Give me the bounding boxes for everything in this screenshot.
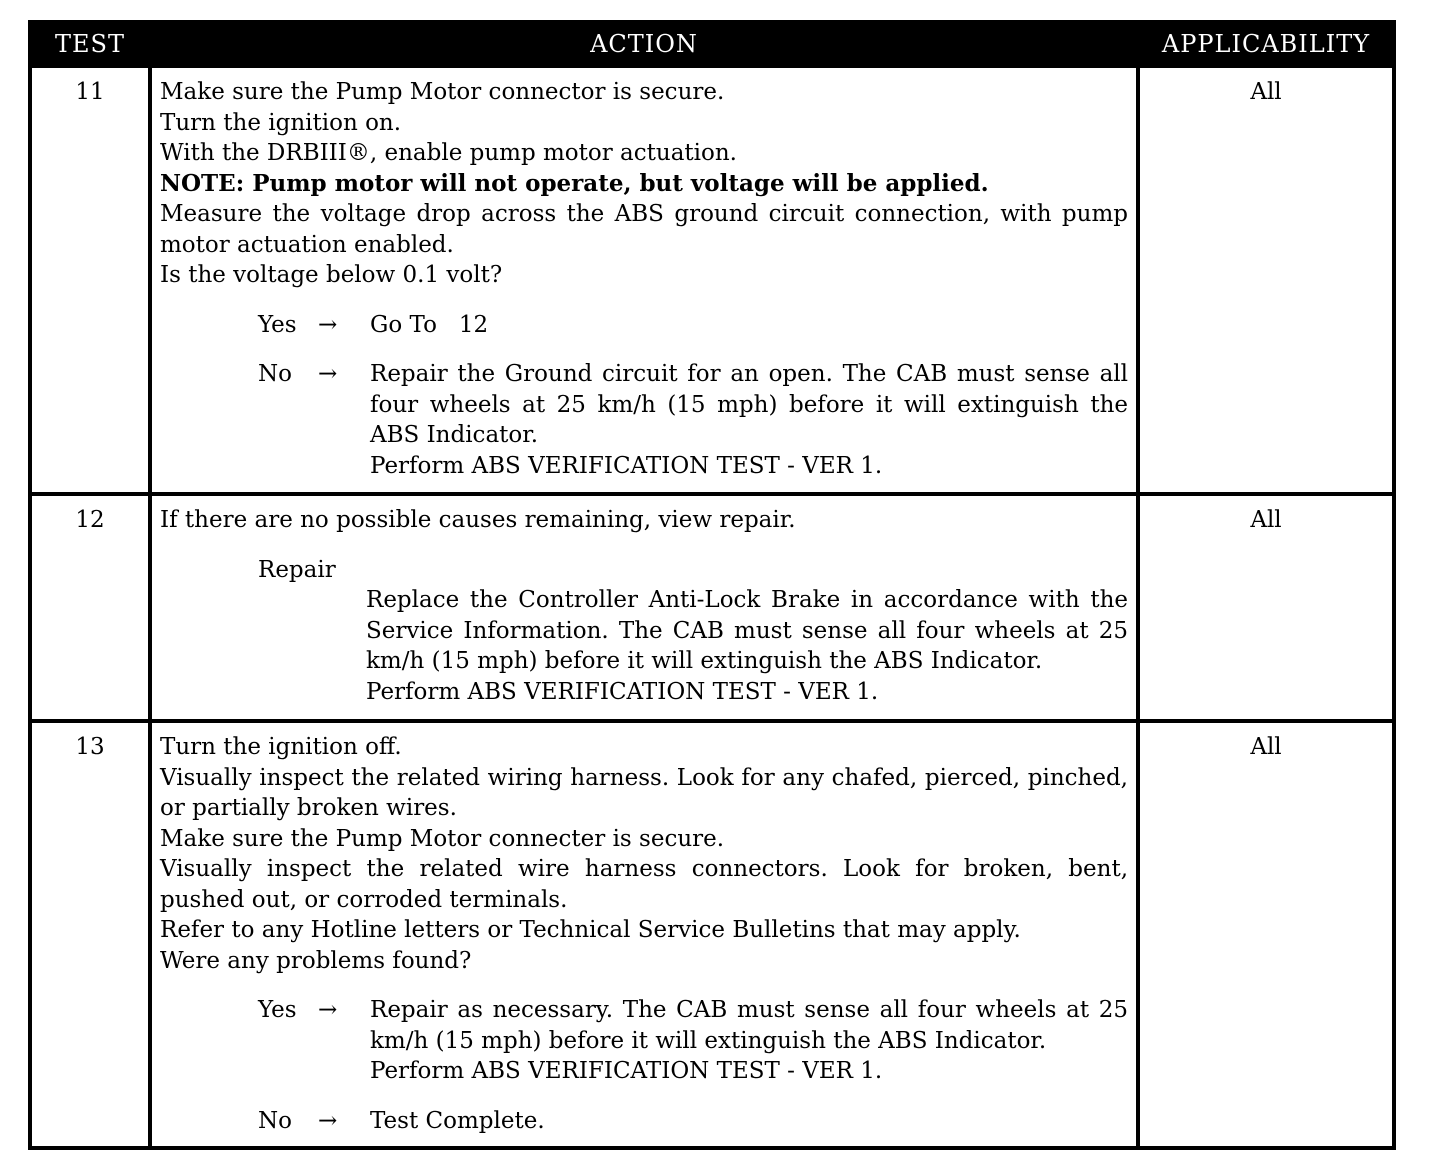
action-question: Were any problems found? [160, 947, 472, 974]
no-branch [160, 1106, 1128, 1137]
action-step: Turn the ignition on. [160, 109, 402, 136]
table-row-test-13 [30, 721, 1394, 1148]
applicability-value: All [1138, 66, 1394, 494]
action-step: Visually inspect the related wiring harness. Look for any chafed, pierced, pinched, or partially broken wires. [160, 764, 1128, 821]
action-step: Make sure the Pump Motor connector is secure. [160, 79, 725, 105]
action-step: With the DRBIII®, enable pump motor actuation. [160, 140, 737, 166]
right-arrow-icon: → [318, 361, 338, 387]
applicability-value: All [1138, 494, 1394, 721]
column-header-action: ACTION [150, 22, 1138, 66]
yes-result-text: Repair as necessary. The CAB must sense all four wheels at 25 km/h (15 mph) before it will extinguish the ABS Indicator. [370, 997, 1128, 1054]
yes-branch [160, 995, 1128, 1087]
yes-label: Yes [258, 997, 297, 1023]
diagnostic-procedure-table [28, 20, 1396, 1150]
repair-verification: Perform ABS VERIFICATION TEST - VER 1. [366, 678, 879, 705]
test-number: 12 [30, 494, 150, 721]
no-label: No [258, 1107, 292, 1134]
yes-result-verification: Perform ABS VERIFICATION TEST - VER 1. [370, 1058, 883, 1084]
no-branch [160, 359, 1128, 481]
action-cell [150, 721, 1138, 1148]
action-cell [150, 66, 1138, 494]
column-header-test: TEST [30, 22, 150, 66]
yes-result: Go To 12 [370, 311, 489, 338]
table-row-test-12 [30, 494, 1394, 721]
action-note: NOTE: Pump motor will not operate, but voltage will be applied. [160, 169, 989, 197]
action-step: Visually inspect the related wire harness connectors. Look for broken, bent, pushed out, or corroded terminals. [160, 856, 1128, 913]
table-row-test-11 [30, 66, 1394, 494]
test-number: 11 [30, 66, 150, 494]
repair-text: Replace the Controller Anti-Lock Brake in accordance with the Service Information. The CAB must sense all four wheels at 25 km/h (15 mph) before it will extinguish the ABS Indicator. [366, 587, 1128, 674]
yes-branch [160, 310, 1128, 341]
applicability-value: All [1138, 721, 1394, 1148]
no-result-text: Repair the Ground circuit for an open. The CAB must sense all four wheels at 25 km/h (15 mph) before it will extinguish the ABS Indicator. [370, 361, 1128, 448]
action-step: If there are no possible causes remaining, view repair. [160, 507, 796, 533]
action-cell [150, 494, 1138, 721]
action-step: Turn the ignition off. [160, 734, 402, 760]
right-arrow-icon: → [318, 311, 338, 338]
action-step: Make sure the Pump Motor connecter is secure. [160, 825, 725, 852]
no-label: No [258, 361, 292, 387]
no-result-verification: Perform ABS VERIFICATION TEST - VER 1. [370, 452, 883, 479]
action-question: Is the voltage below 0.1 volt? [160, 262, 503, 288]
yes-label: Yes [258, 311, 297, 338]
column-header-applicability: APPLICABILITY [1138, 22, 1394, 66]
right-arrow-icon: → [318, 997, 338, 1023]
repair-instructions [366, 585, 1128, 707]
no-result [370, 359, 1128, 481]
table-header-row [30, 22, 1394, 66]
action-step: Measure the voltage drop across the ABS ground circuit connection, with pump motor actuation enabled. [160, 201, 1128, 258]
no-result: Test Complete. [370, 1107, 545, 1134]
repair-label: Repair [258, 556, 336, 583]
right-arrow-icon: → [318, 1107, 338, 1134]
yes-result [370, 995, 1128, 1087]
action-step: Refer to any Hotline letters or Technical Service Bulletins that may apply. [160, 917, 1021, 943]
test-number: 13 [30, 721, 150, 1148]
